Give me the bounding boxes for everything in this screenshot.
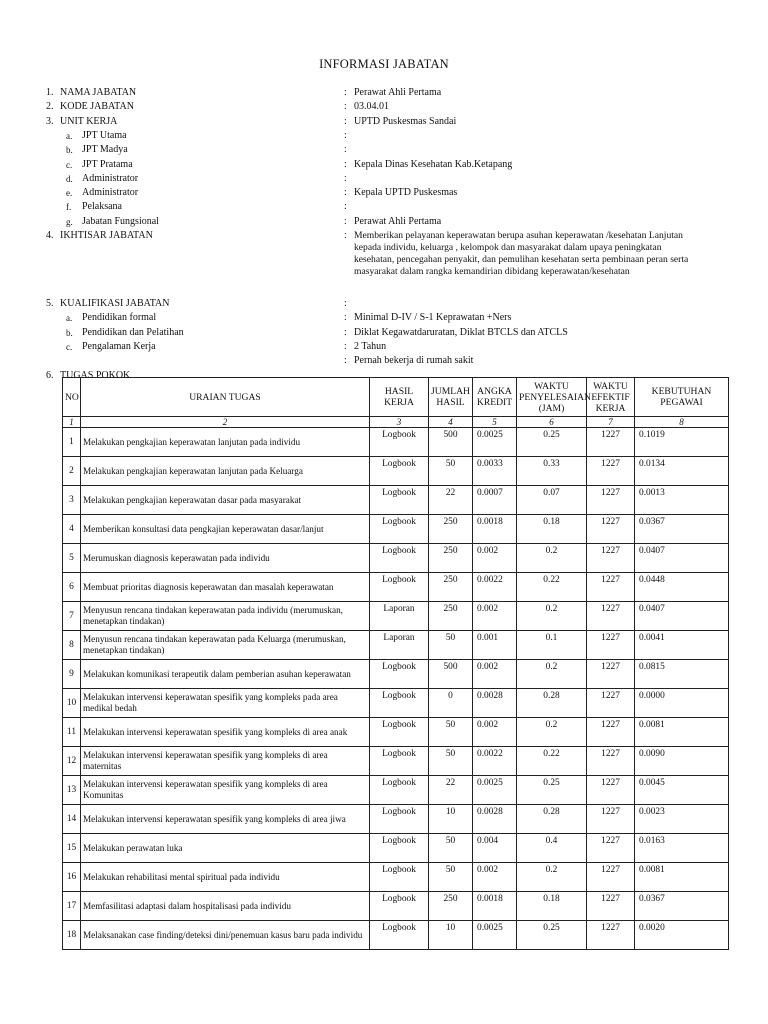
kualifikasi-row: [46, 340, 736, 354]
info-label: Administrator: [82, 172, 139, 184]
info-row: [46, 200, 736, 214]
row-number: 7: [63, 602, 81, 631]
column-header: JUMLAH HASIL: [429, 378, 473, 417]
task-description: Melaksanakan case finding/deteksi dini/penemuan kasus baru pada individu: [81, 921, 370, 950]
hasil-kerja: Logbook: [370, 892, 429, 921]
table-row: [63, 486, 729, 515]
jumlah-hasil: 250: [429, 544, 473, 573]
task-description: Melakukan komunikasi terapeutik dalam pemberian asuhan keperawatan: [81, 660, 370, 689]
info-label: NAMA JABATAN: [60, 87, 137, 98]
ikhtisar-line: kesehatan, pencegahan penyakit, dan pemulihan kesehatan serta pembinaan peran serta: [354, 254, 689, 265]
kebutuhan-pegawai: 0.0045: [635, 776, 729, 805]
column-number: 5: [473, 417, 517, 428]
table-row: [63, 631, 729, 660]
waktu-efektif: 1227: [587, 718, 635, 747]
ikhtisar-line: kepada individu, keluarga , kelompok dan masyarakat dalam upaya peningkatan: [354, 242, 662, 253]
column-number: 3: [370, 417, 429, 428]
task-description: Melakukan rehabilitasi mental spiritual pada individu: [81, 863, 370, 892]
waktu-penyelesaian: 0.1: [517, 631, 587, 660]
jumlah-hasil: 10: [429, 805, 473, 834]
hasil-kerja: Logbook: [370, 747, 429, 776]
angka-kredit: 0.002: [473, 863, 517, 892]
info-colon: :: [344, 129, 347, 141]
task-description: Melakukan intervensi keperawatan spesifik yang kompleks di area maternitas: [81, 747, 370, 776]
waktu-efektif: 1227: [587, 515, 635, 544]
info-colon: :: [344, 115, 347, 127]
info-label: Pendidikan formal: [82, 312, 157, 324]
kualifikasi-row: [46, 326, 736, 340]
hasil-kerja: Logbook: [370, 457, 429, 486]
info-row: [46, 86, 736, 100]
info-value: UPTD Puskesmas Sandai: [354, 115, 457, 127]
hasil-kerja: Logbook: [370, 486, 429, 515]
waktu-efektif: 1227: [587, 660, 635, 689]
waktu-penyelesaian: 0.18: [517, 515, 587, 544]
row-number: 13: [63, 776, 81, 805]
info-value: Kepala UPTD Puskesmas: [354, 187, 458, 199]
table-row: [63, 689, 729, 718]
jumlah-hasil: 10: [429, 921, 473, 950]
waktu-penyelesaian: 0.25: [517, 921, 587, 950]
kebutuhan-pegawai: 0.0041: [635, 631, 729, 660]
waktu-efektif: 1227: [587, 892, 635, 921]
waktu-penyelesaian: 0.2: [517, 544, 587, 573]
row-number: 12: [63, 747, 81, 776]
info-row: [46, 129, 736, 143]
angka-kredit: 0.0025: [473, 428, 517, 457]
table-column-number-row: [63, 417, 729, 428]
column-header: WAKTU EFEKTIF KERJA: [587, 378, 635, 417]
jumlah-hasil: 250: [429, 573, 473, 602]
jumlah-hasil: 50: [429, 834, 473, 863]
info-number: f.: [66, 202, 72, 213]
info-value: 03.04.01: [354, 101, 389, 113]
waktu-penyelesaian: 0.33: [517, 457, 587, 486]
hasil-kerja: Logbook: [370, 573, 429, 602]
info-colon: :: [344, 230, 347, 241]
column-number: 4: [429, 417, 473, 428]
column-header: HASIL KERJA: [370, 378, 429, 417]
row-number: 1: [63, 428, 81, 457]
info-number: g.: [66, 216, 73, 227]
info-value: Perawat Ahli Pertama: [354, 87, 442, 98]
angka-kredit: 0.0022: [473, 573, 517, 602]
jumlah-hasil: 500: [429, 428, 473, 457]
info-colon: :: [344, 326, 347, 338]
waktu-penyelesaian: 0.2: [517, 863, 587, 892]
info-label: JPT Utama: [82, 129, 127, 141]
info-number: 5.: [46, 298, 54, 309]
task-description: Melakukan pengkajian keperawatan lanjutan pada individu: [81, 428, 370, 457]
info-colon: :: [344, 158, 347, 170]
kebutuhan-pegawai: 0.0448: [635, 573, 729, 602]
jumlah-hasil: 22: [429, 776, 473, 805]
jumlah-hasil: 250: [429, 515, 473, 544]
kebutuhan-pegawai: 0.0000: [635, 689, 729, 718]
waktu-penyelesaian: 0.22: [517, 573, 587, 602]
info-value: Diklat Kegawatdaruratan, Diklat BTCLS dan ATCLS: [354, 326, 568, 338]
task-description: Melakukan intervensi keperawatan spesifik yang kompleks di area jiwa: [81, 805, 370, 834]
info-row: [46, 100, 736, 114]
row-number: 2: [63, 457, 81, 486]
info-label: Administrator: [82, 187, 139, 199]
jumlah-hasil: 250: [429, 892, 473, 921]
info-label: UNIT KERJA: [60, 115, 118, 127]
waktu-penyelesaian: 0.28: [517, 805, 587, 834]
info-number: 1.: [46, 87, 54, 98]
waktu-penyelesaian: 0.07: [517, 486, 587, 515]
info-colon: :: [344, 101, 347, 113]
kebutuhan-pegawai: 0.0163: [635, 834, 729, 863]
table-header-row: [63, 378, 729, 417]
kebutuhan-pegawai: 0.0023: [635, 805, 729, 834]
waktu-efektif: 1227: [587, 457, 635, 486]
row-number: 9: [63, 660, 81, 689]
angka-kredit: 0.002: [473, 718, 517, 747]
info-label: KUALIFIKASI JABATAN: [60, 298, 170, 309]
row-number: 8: [63, 631, 81, 660]
angka-kredit: 0.0018: [473, 892, 517, 921]
info-number: b.: [66, 327, 73, 338]
jumlah-hasil: 500: [429, 660, 473, 689]
row-number: 17: [63, 892, 81, 921]
row-number: 3: [63, 486, 81, 515]
info-colon: :: [344, 172, 347, 184]
info-row: [46, 215, 736, 229]
info-number: 6.: [46, 369, 54, 381]
ikhtisar-line: masyarakat dalam rangka kemandirian dibidang keperawatan/kesehatan: [354, 266, 630, 277]
column-number: 1: [63, 417, 81, 428]
angka-kredit: 0.0007: [473, 486, 517, 515]
kualifikasi-row: [46, 311, 736, 325]
table-row: [63, 776, 729, 805]
task-description: Memberikan konsultasi data pengkajian keperawatan dasar/lanjut: [81, 515, 370, 544]
info-label: Pendidikan dan Pelatihan: [82, 326, 184, 338]
info-colon: :: [344, 298, 347, 309]
kebutuhan-pegawai: 0.0090: [635, 747, 729, 776]
waktu-penyelesaian: 0.28: [517, 689, 587, 718]
info-value: Perawat Ahli Pertama: [354, 215, 442, 227]
info-label: IKHTISAR JABATAN: [60, 230, 153, 241]
table-row: [63, 428, 729, 457]
jumlah-hasil: 250: [429, 602, 473, 631]
table-row: [63, 573, 729, 602]
jumlah-hasil: 50: [429, 631, 473, 660]
table-row: [63, 544, 729, 573]
info-colon: :: [344, 187, 347, 199]
table-row: [63, 718, 729, 747]
info-row: [46, 115, 736, 129]
table-row: [63, 747, 729, 776]
angka-kredit: 0.001: [473, 631, 517, 660]
waktu-efektif: 1227: [587, 805, 635, 834]
jumlah-hasil: 50: [429, 718, 473, 747]
info-value: Kepala Dinas Kesehatan Kab.Ketapang: [354, 158, 513, 170]
angka-kredit: 0.004: [473, 834, 517, 863]
kualifikasi-extra-row: [46, 354, 736, 368]
angka-kredit: 0.002: [473, 544, 517, 573]
kebutuhan-pegawai: 0.0013: [635, 486, 729, 515]
info-value: Minimal D-IV / S-1 Keprawatan +Ners: [354, 312, 512, 324]
hasil-kerja: Logbook: [370, 660, 429, 689]
waktu-efektif: 1227: [587, 834, 635, 863]
hasil-kerja: Logbook: [370, 515, 429, 544]
column-header: ANGKA KREDIT: [473, 378, 517, 417]
info-label: TUGAS POKOK: [60, 369, 131, 381]
jumlah-hasil: 50: [429, 863, 473, 892]
task-description: Melakukan intervensi keperawatan spesifik yang kompleks di area Komunitas: [81, 776, 370, 805]
waktu-penyelesaian: 0.22: [517, 747, 587, 776]
table-row: [63, 602, 729, 631]
info-label: Pelaksana: [82, 201, 122, 213]
info-number: 3.: [46, 115, 54, 127]
info-row: [46, 172, 736, 186]
info-number: b.: [66, 145, 73, 156]
column-number: 6: [517, 417, 587, 428]
waktu-efektif: 1227: [587, 428, 635, 457]
waktu-penyelesaian: 0.25: [517, 428, 587, 457]
info-row: [46, 158, 736, 172]
kebutuhan-pegawai: 0.0815: [635, 660, 729, 689]
row-number: 6: [63, 573, 81, 602]
hasil-kerja: Logbook: [370, 428, 429, 457]
jumlah-hasil: 22: [429, 486, 473, 515]
row-number: 5: [63, 544, 81, 573]
kebutuhan-pegawai: 0.0367: [635, 892, 729, 921]
kebutuhan-pegawai: 0.0134: [635, 457, 729, 486]
column-header: WAKTU PENYELESAIAN (JAM): [517, 378, 587, 417]
info-colon: :: [344, 312, 347, 324]
row-number: 15: [63, 834, 81, 863]
hasil-kerja: Laporan: [370, 631, 429, 660]
table-row: [63, 892, 729, 921]
column-header: NO: [63, 378, 81, 417]
waktu-efektif: 1227: [587, 689, 635, 718]
table-row: [63, 863, 729, 892]
angka-kredit: 0.0025: [473, 921, 517, 950]
info-label: Jabatan Fungsional: [82, 215, 159, 227]
hasil-kerja: Logbook: [370, 863, 429, 892]
waktu-penyelesaian: 0.2: [517, 602, 587, 631]
angka-kredit: 0.0018: [473, 515, 517, 544]
waktu-penyelesaian: 0.18: [517, 892, 587, 921]
document-title: INFORMASI JABATAN: [319, 57, 449, 71]
table-row: [63, 660, 729, 689]
table-row: [63, 515, 729, 544]
kebutuhan-pegawai: 0.0367: [635, 515, 729, 544]
waktu-penyelesaian: 0.2: [517, 718, 587, 747]
angka-kredit: 0.0033: [473, 457, 517, 486]
angka-kredit: 0.002: [473, 660, 517, 689]
waktu-efektif: 1227: [587, 631, 635, 660]
angka-kredit: 0.0028: [473, 805, 517, 834]
row-number: 10: [63, 689, 81, 718]
tugas-pokok-table: [62, 377, 729, 950]
waktu-efektif: 1227: [587, 602, 635, 631]
info-label: Pengalaman Kerja: [82, 340, 156, 352]
info-number: 4.: [46, 230, 54, 241]
table-row: [63, 921, 729, 950]
jumlah-hasil: 50: [429, 747, 473, 776]
info-colon: :: [344, 340, 347, 352]
waktu-efektif: 1227: [587, 921, 635, 950]
kebutuhan-pegawai: 0.0020: [635, 921, 729, 950]
column-number: 8: [635, 417, 729, 428]
angka-kredit: 0.002: [473, 602, 517, 631]
task-description: Melakukan pengkajian keperawatan dasar pada masyarakat: [81, 486, 370, 515]
waktu-penyelesaian: 0.25: [517, 776, 587, 805]
info-number: c.: [66, 341, 73, 352]
info-number: a.: [66, 313, 73, 324]
column-number: 7: [587, 417, 635, 428]
waktu-penyelesaian: 0.4: [517, 834, 587, 863]
info-colon: :: [344, 87, 347, 98]
hasil-kerja: Logbook: [370, 718, 429, 747]
table-row: [63, 834, 729, 863]
kebutuhan-pegawai: 0.0081: [635, 718, 729, 747]
info-colon: :: [344, 144, 347, 156]
kebutuhan-pegawai: 0.0407: [635, 602, 729, 631]
info-colon: :: [344, 215, 347, 227]
waktu-efektif: 1227: [587, 776, 635, 805]
table-row: [63, 457, 729, 486]
info-row: [46, 143, 736, 157]
info-number: e.: [66, 188, 73, 199]
task-description: Membuat prioritas diagnosis keperawatan dan masalah keperawatan: [81, 573, 370, 602]
jumlah-hasil: 50: [429, 457, 473, 486]
waktu-efektif: 1227: [587, 573, 635, 602]
column-number: 2: [81, 417, 370, 428]
row-number: 11: [63, 718, 81, 747]
info-number: 2.: [46, 101, 54, 113]
info-value: 2 Tahun: [354, 340, 387, 352]
column-header: KEBUTUHAN PEGAWAI: [635, 378, 729, 417]
row-number: 14: [63, 805, 81, 834]
hasil-kerja: Logbook: [370, 544, 429, 573]
info-colon: :: [344, 355, 347, 367]
task-description: Merumuskan diagnosis keperawatan pada individu: [81, 544, 370, 573]
task-description: Memfasilitasi adaptasi dalam hospitalisasi pada individu: [81, 892, 370, 921]
angka-kredit: 0.0028: [473, 689, 517, 718]
kebutuhan-pegawai: 0.0407: [635, 544, 729, 573]
task-description: Melakukan intervensi keperawatan spesifik yang kompleks pada area medikal bedah: [81, 689, 370, 718]
waktu-efektif: 1227: [587, 863, 635, 892]
waktu-efektif: 1227: [587, 747, 635, 776]
waktu-efektif: 1227: [587, 486, 635, 515]
info-label: JPT Pratama: [82, 158, 133, 170]
hasil-kerja: Logbook: [370, 689, 429, 718]
task-description: Menyusun rencana tindakan keperawatan pada individu (merumuskan, menetapkan tindakan): [81, 602, 370, 631]
table-row: [63, 805, 729, 834]
info-number: a.: [66, 130, 73, 141]
row-number: 18: [63, 921, 81, 950]
info-label: JPT Madya: [82, 144, 128, 156]
task-description: Melakukan intervensi keperawatan spesifik yang kompleks di area anak: [81, 718, 370, 747]
hasil-kerja: Logbook: [370, 805, 429, 834]
hasil-kerja: Logbook: [370, 834, 429, 863]
hasil-kerja: Laporan: [370, 602, 429, 631]
column-header: URAIAN TUGAS: [81, 378, 370, 417]
kebutuhan-pegawai: 0.0081: [635, 863, 729, 892]
waktu-efektif: 1227: [587, 544, 635, 573]
kebutuhan-pegawai: 0.1019: [635, 428, 729, 457]
info-row: [46, 186, 736, 200]
angka-kredit: 0.0025: [473, 776, 517, 805]
row-number: 16: [63, 863, 81, 892]
task-description: Melakukan perawatan luka: [81, 834, 370, 863]
angka-kredit: 0.0022: [473, 747, 517, 776]
info-number: c.: [66, 159, 73, 170]
kualifikasi-heading: [46, 297, 736, 311]
ikhtisar-line: Memberikan pelayanan keperawatan berupa asuhan keperawatan /kesehatan Lanjutan: [354, 230, 683, 241]
info-value: Pernah bekerja di rumah sakit: [354, 355, 474, 367]
task-description: Menyusun rencana tindakan keperawatan pada Keluarga (merumuskan, menetapkan tindakan): [81, 631, 370, 660]
row-number: 4: [63, 515, 81, 544]
info-label: KODE JABATAN: [60, 101, 134, 113]
waktu-penyelesaian: 0.2: [517, 660, 587, 689]
hasil-kerja: Logbook: [370, 921, 429, 950]
task-description: Melakukan pengkajian keperawatan lanjutan pada Keluarga: [81, 457, 370, 486]
hasil-kerja: Logbook: [370, 776, 429, 805]
info-number: d.: [66, 173, 73, 184]
info-colon: :: [344, 201, 347, 213]
jumlah-hasil: 0: [429, 689, 473, 718]
